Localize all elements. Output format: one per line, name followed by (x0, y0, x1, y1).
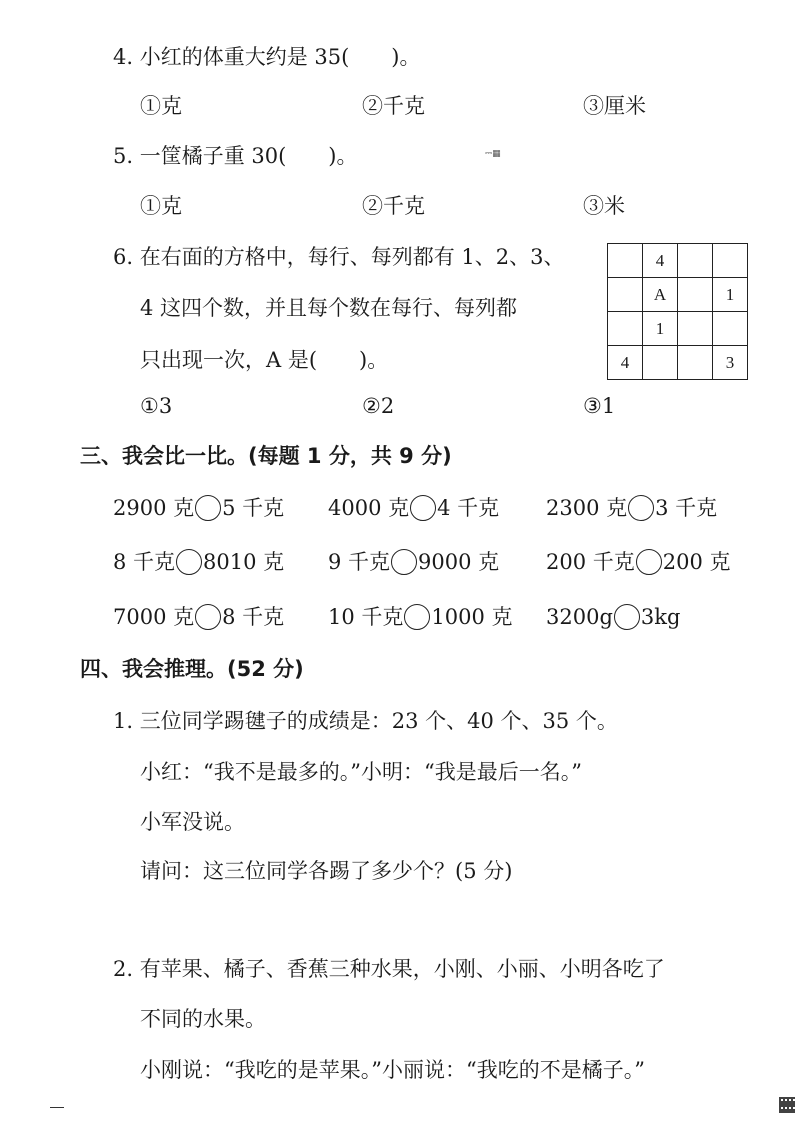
problem-2-line-3: 小刚说：“我吃的是苹果。”小丽说：“我吃的不是橘子。” (140, 1058, 645, 1082)
compare-left: 3200g (546, 605, 613, 629)
compare-circle-blank[interactable] (391, 549, 417, 575)
grid-cell: 3 (713, 346, 748, 380)
grid-row (608, 346, 748, 380)
grid-cell (678, 244, 713, 278)
section-3-heading: 三、我会比一比。(每题 1 分，共 9 分) (80, 444, 452, 468)
compare-circle-blank[interactable] (195, 604, 221, 630)
grid-row (608, 278, 748, 312)
q4-option-2: ②千克 (362, 94, 425, 118)
compare-right: 8 千克 (222, 605, 285, 629)
compare-item (113, 547, 284, 577)
grid-cell (713, 312, 748, 346)
problem-1-line-3: 小军没说。 (140, 810, 245, 834)
compare-item (328, 493, 499, 523)
section-4-heading: 四、我会推理。(52 分) (80, 657, 304, 681)
footer-dash (50, 1107, 64, 1108)
compare-circle-blank[interactable] (410, 495, 436, 521)
compare-right: 3 千克 (655, 496, 718, 520)
compare-left: 7000 克 (113, 605, 195, 629)
grid-cell (678, 312, 713, 346)
q5-option-1: ①克 (140, 194, 182, 218)
compare-left: 4000 克 (328, 496, 410, 520)
grid-cell (643, 346, 678, 380)
problem-2-line-2: 不同的水果。 (140, 1007, 266, 1031)
grid-cell: 4 (608, 346, 643, 380)
grid-cell (608, 244, 643, 278)
compare-left: 2300 克 (546, 496, 628, 520)
q6-option-3: ③1 (583, 394, 616, 418)
qr-code-icon (779, 1097, 795, 1113)
compare-circle-blank[interactable] (628, 495, 654, 521)
compare-circle-blank[interactable] (195, 495, 221, 521)
compare-right: 4 千克 (437, 496, 500, 520)
grid-cell (608, 312, 643, 346)
compare-right: 200 克 (662, 550, 731, 574)
problem-1-line-2: 小红：“我不是最多的。”小明：“我是最后一名。” (140, 760, 582, 784)
compare-circle-blank[interactable] (614, 604, 640, 630)
compare-right: 5 千克 (222, 496, 285, 520)
compare-left: 8 千克 (113, 550, 176, 574)
scan-mark: ⎓▦ (485, 149, 501, 159)
grid-cell: 4 (643, 244, 678, 278)
grid-row (608, 312, 748, 346)
grid-cell: A (643, 278, 678, 312)
compare-item (113, 602, 284, 632)
q4-option-3: ③厘米 (583, 94, 646, 118)
compare-row-1 (113, 493, 753, 523)
compare-circle-blank[interactable] (404, 604, 430, 630)
compare-left: 10 千克 (328, 605, 404, 629)
compare-item (113, 493, 284, 523)
grid-row (608, 244, 748, 278)
question-6-line-1: 6. 在右面的方格中，每行、每列都有 1、2、3、 (113, 245, 565, 269)
grid-cell (713, 244, 748, 278)
number-grid (607, 243, 748, 380)
compare-item (328, 547, 499, 577)
q6-option-2: ②2 (362, 394, 395, 418)
grid-cell (678, 278, 713, 312)
question-6-line-3: 只出现一次，A 是( )。 (140, 348, 389, 372)
compare-left: 9 千克 (328, 550, 391, 574)
compare-item (546, 493, 717, 523)
compare-circle-blank[interactable] (176, 549, 202, 575)
q4-option-1: ①克 (140, 94, 182, 118)
grid-cell: 1 (713, 278, 748, 312)
problem-2-line-1: 2. 有苹果、橘子、香蕉三种水果，小刚、小丽、小明各吃了 (113, 957, 665, 981)
compare-left: 2900 克 (113, 496, 195, 520)
compare-left: 200 千克 (546, 550, 635, 574)
q5-option-3: ③米 (583, 194, 625, 218)
compare-right: 1000 克 (431, 605, 513, 629)
grid-cell (608, 278, 643, 312)
compare-right: 3kg (640, 605, 681, 629)
question-6-line-2: 4 这四个数，并且每个数在每行、每列都 (140, 296, 518, 320)
q5-option-2: ②千克 (362, 194, 425, 218)
compare-item (546, 547, 731, 577)
compare-row-3 (113, 602, 753, 632)
grid-cell (678, 346, 713, 380)
compare-item (546, 602, 680, 632)
compare-right: 8010 克 (203, 550, 285, 574)
question-4-stem: 4. 小红的体重大约是 35( )。 (113, 45, 421, 69)
question-5-stem: 5. 一筐橘子重 30( )。 (113, 144, 358, 168)
compare-row-2 (113, 547, 753, 577)
compare-item (328, 602, 513, 632)
problem-1-line-1: 1. 三位同学踢毽子的成绩是：23 个、40 个、35 个。 (113, 709, 618, 733)
compare-circle-blank[interactable] (636, 549, 662, 575)
q6-option-1: ①3 (140, 394, 173, 418)
compare-right: 9000 克 (418, 550, 500, 574)
grid-cell: 1 (643, 312, 678, 346)
problem-1-line-4: 请问：这三位同学各踢了多少个？(5 分) (140, 859, 513, 883)
